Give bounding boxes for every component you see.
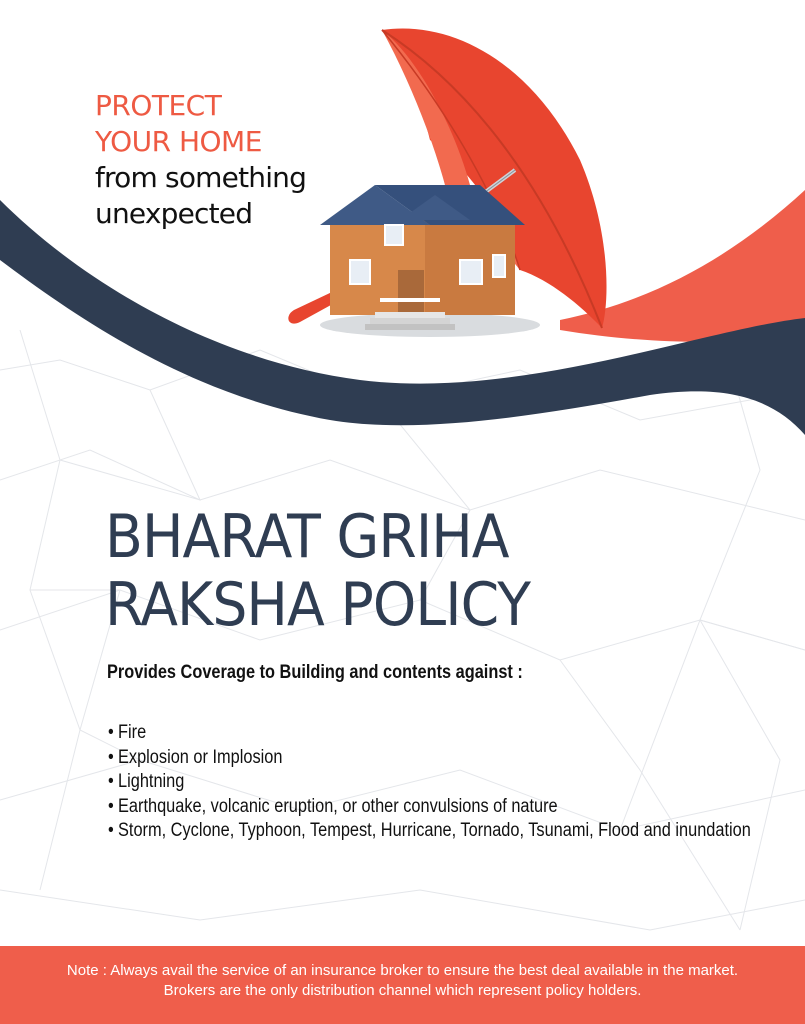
- bullet-icon: •: [108, 795, 114, 817]
- footer-note-line-2: Brokers are the only distribution channel which represent policy holders.: [163, 982, 642, 999]
- coverage-intro: Provides Coverage to Building and contents against :: [107, 662, 523, 683]
- coverage-list: [108, 721, 805, 844]
- policy-title-line-1: BHARAT GRIHA: [105, 502, 509, 572]
- policy-title-line-2: RAKSHA POLICY: [105, 570, 531, 640]
- coverage-item: [108, 721, 751, 746]
- policy-title: [105, 503, 567, 639]
- bullet-icon: •: [108, 771, 114, 792]
- coverage-item-text: Explosion or Implosion: [118, 746, 283, 768]
- bullet-icon: •: [108, 722, 114, 743]
- tagline-line-3: from something: [95, 161, 307, 194]
- coverage-item: [108, 819, 751, 844]
- footer-note-line-1: Note : Always avail the service of an insurance broker to ensure the best deal available in the market.: [66, 962, 739, 979]
- coverage-item: [108, 746, 751, 771]
- tagline-line-4: unexpected: [95, 197, 253, 230]
- coverage-item-text: Fire: [118, 722, 147, 743]
- coverage-item-text: Earthquake, volcanic eruption, or other convulsions of nature: [118, 795, 558, 817]
- bullet-icon: •: [108, 746, 114, 768]
- coverage-item: [108, 795, 751, 820]
- coverage-item-text: Lightning: [118, 771, 185, 792]
- tagline: [95, 88, 306, 232]
- tagline-line-1: PROTECT: [95, 89, 222, 122]
- house-under-umbrella-illustration: [280, 20, 620, 350]
- coverage-item-text: Storm, Cyclone, Typhoon, Tempest, Hurricane, Tornado, Tsunami, Flood and inundation: [118, 820, 751, 841]
- coverage-item: [108, 770, 751, 795]
- bullet-icon: •: [108, 820, 114, 841]
- tagline-line-2: YOUR HOME: [95, 125, 262, 158]
- footer-note-bar: [0, 946, 805, 1024]
